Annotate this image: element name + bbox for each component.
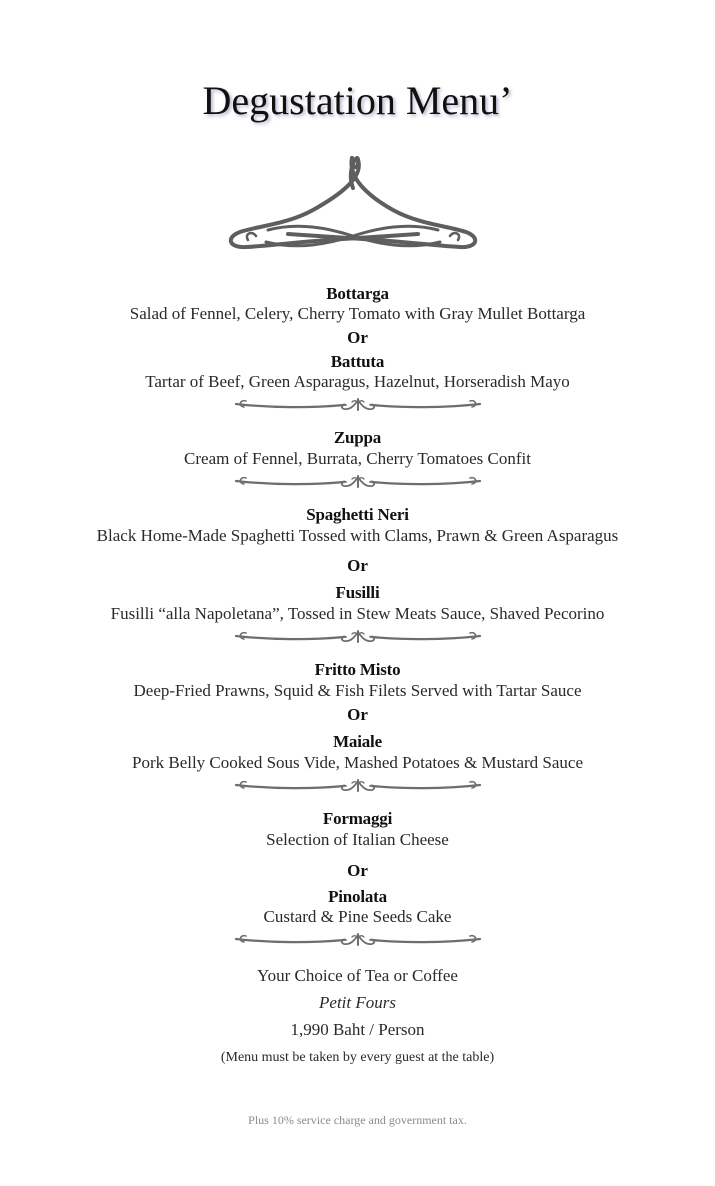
dish-description: Pork Belly Cooked Sous Vide, Mashed Potatoes & Mustard Sauce [131, 753, 584, 772]
or-label: Or [347, 861, 368, 880]
dish-name: Fusilli [335, 583, 380, 602]
dish-name: Pinolata [328, 887, 387, 906]
or-label: Or [347, 705, 368, 724]
page-title: Degustation Menu’ [202, 78, 513, 123]
dish-name: Zuppa [333, 428, 382, 447]
dish-name: Formaggi [322, 809, 393, 828]
scroll-divider-icon [232, 777, 484, 795]
or-label: Or [347, 328, 368, 347]
dish-description: Cream of Fennel, Burrata, Cherry Tomatoes Confit [184, 449, 531, 468]
tax-note: Plus 10% service charge and government tax. [248, 1113, 467, 1127]
dish-name: Fritto Misto [314, 660, 401, 679]
petit-fours-line: Petit Fours [319, 993, 396, 1012]
dish-name: Bottarga [326, 284, 389, 303]
dish-description: Fusilli “alla Napoletana”, Tossed in Stew Meats Sauce, Shaved Pecorino [110, 604, 605, 623]
scroll-divider-icon [232, 931, 484, 949]
dish-description: Selection of Italian Cheese [266, 830, 449, 849]
dish-description: Deep-Fried Prawns, Squid & Fish Filets Served with Tartar Sauce [133, 681, 582, 700]
dish-description: Custard & Pine Seeds Cake [263, 907, 452, 926]
dish-name: Battuta [330, 352, 385, 371]
price-line: 1,990 Baht / Person [290, 1020, 425, 1039]
dish-name: Maiale [333, 732, 382, 751]
or-label: Or [347, 556, 368, 575]
dish-name: Spaghetti Neri [306, 505, 409, 524]
scroll-divider-icon [232, 473, 484, 491]
table-note: (Menu must be taken by every guest at the table) [220, 1050, 495, 1065]
flourish-ornament-icon [218, 148, 488, 256]
dish-description: Salad of Fennel, Celery, Cherry Tomato with Gray Mullet Bottarga [129, 304, 586, 323]
beverage-line: Your Choice of Tea or Coffee [257, 966, 458, 985]
scroll-divider-icon [232, 628, 484, 646]
scroll-divider-icon [232, 396, 484, 414]
dish-description: Black Home-Made Spaghetti Tossed with Clams, Prawn & Green Asparagus [96, 526, 619, 545]
dish-description: Tartar of Beef, Green Asparagus, Hazelnut, Horseradish Mayo [145, 372, 570, 391]
